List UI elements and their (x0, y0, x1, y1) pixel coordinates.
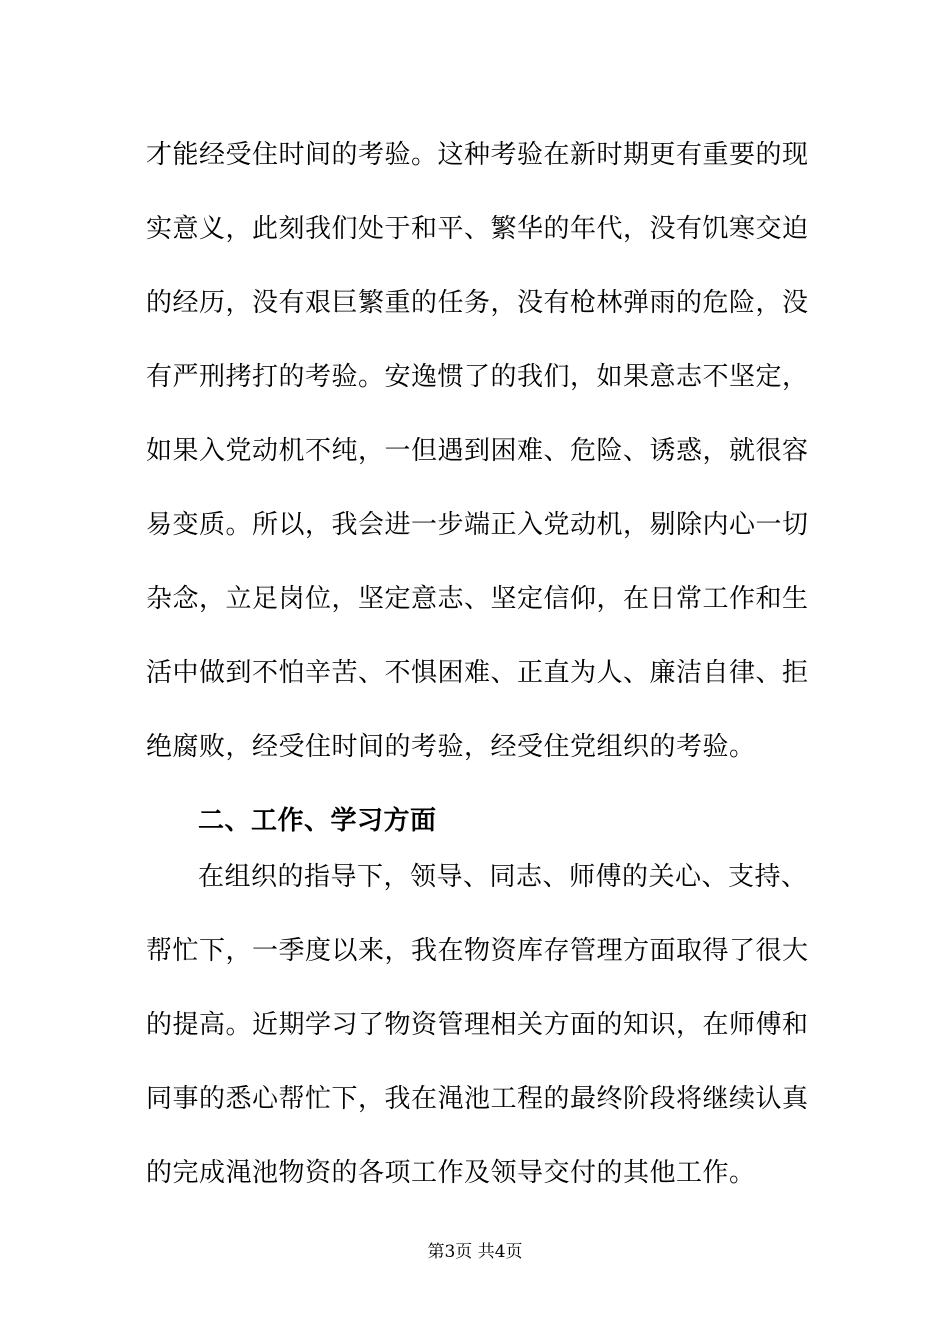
paragraph-line: 有严刑拷打的考验。安逸惯了的我们，如果意志不坚定， (146, 362, 809, 392)
paragraph-line: 帮忙下，一季度以来，我在物资库存管理方面取得了很大 (146, 936, 809, 966)
paragraph-line: 的提高。近期学习了物资管理相关方面的知识，在师傅和 (146, 1010, 809, 1040)
page-footer: 第3页 共4页 (427, 1242, 523, 1262)
paragraph-line: 同事的悉心帮忙下，我在渑池工程的最终阶段将继续认真 (146, 1084, 809, 1114)
paragraph-line: 如果入党动机不纯，一但遇到困难、危险、诱惑，就很容 (146, 436, 809, 466)
paragraph-line: 杂念，立足岗位，坚定意志、坚定信仰，在日常工作和生 (146, 584, 809, 614)
paragraph-line: 实意义，此刻我们处于和平、繁华的年代，没有饥寒交迫 (146, 214, 809, 244)
paragraph-line: 才能经受住时间的考验。这种考验在新时期更有重要的现 (146, 140, 809, 170)
paragraph-line: 在组织的指导下，领导、同志、师傅的关心、支持、 (198, 862, 808, 892)
paragraph-line: 的完成渑池物资的各项工作及领导交付的其他工作。 (146, 1158, 756, 1188)
paragraph-line: 的经历，没有艰巨繁重的任务，没有枪林弹雨的危险，没 (146, 288, 809, 318)
section-heading: 二、工作、学习方面 (198, 806, 437, 836)
paragraph-line: 活中做到不怕辛苦、不惧困难、正直为人、廉洁自律、拒 (146, 658, 809, 688)
paragraph-line: 绝腐败，经受住时间的考验，经受住党组织的考验。 (146, 732, 756, 762)
paragraph-line: 易变质。所以，我会进一步端正入党动机，剔除内心一切 (146, 510, 809, 540)
